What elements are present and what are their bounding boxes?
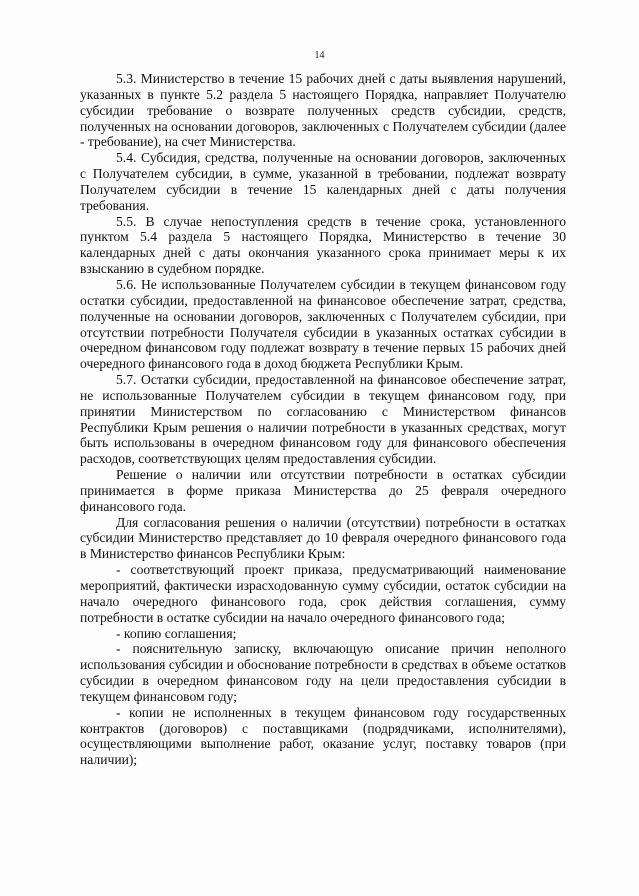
list-item-draft-order: - соответствующий проект приказа, предусматривающий наименование мероприятий, фактически израсходованную сумму субсидии, остаток субсидии на начало очередного финансового года, срок действия соглашения, сумму потребности в остатке субсидии на начало очередного финансового года; (80, 562, 566, 625)
paragraph-5-4: 5.4. Субсидия, средства, полученные на основании договоров, заключенных с Получателем субсидии, в сумме, указанной в требовании, подлежат возврату Получателем субсидии в течение 15 календарных дней с даты получения требования. (80, 150, 566, 213)
document-body (80, 71, 566, 768)
paragraph-5-6: 5.6. Не использованные Получателем субсидии в текущем финансовом году остатки субсидии, предоставленной на финансовое обеспечение затрат, средства, полученные на основании договоров, заключенных с Получателем субсидии, при отсутствии потребности Получателя субсидии в указанных остатках субсидии в очередном финансовом году подлежат возврату в течение первых 15 рабочих дней очередного финансового года в доход бюджета Республики Крым. (80, 276, 566, 372)
list-item-agreement-copy: - копию соглашения; (116, 625, 237, 641)
paragraph-5-7: 5.7. Остатки субсидии, предоставленной на финансовое обеспечение затрат, не использованные Получателем субсидии в текущем финансовом году, при принятии Министерством по согласованию с Министерством финансов Республики Крым решения о наличии потребности в указанных средствах, могут быть использованы в очередном финансовом году для финансового обеспечения расходов, соответствующих целям предоставления субсидии. (80, 372, 566, 467)
page-number: 14 (314, 50, 325, 61)
paragraph-decision: Решение о наличии или отсутствии потребности в остатках субсидии принимается в форме приказа Министерства до 25 февраля очередного финансового года. (80, 467, 566, 514)
paragraph-5-5: 5.5. В случае непоступления средств в течение срока, установленного пунктом 5.4 раздела 5 настоящего Порядка, Министерство в течение 30 календарных дней с даты окончания указанного срока принимает меры к их взысканию в судебном порядке. (80, 213, 566, 277)
paragraph-5-3: 5.3. Министерство в течение 15 рабочих дней с даты выявления нарушений, указанных в пункте 5.2 раздела 5 настоящего Порядка, направляет Получателю субсидии требование о возврате полученных средств субсидии, средств, полученных на основании договоров, заключенных с Получателем субсидии (далее - требование), на счет Министерства. (80, 71, 566, 150)
paragraph-approval: Для согласования решения о наличии (отсутствии) потребности в остатках субсидии Министерство представляет до 10 февраля очередного финансового года в Министерство финансов Республики Крым: (80, 514, 566, 562)
list-item-contract-copies: - копии не исполненных в текущем финансовом году государственных контрактов (договоров) с поставщиками (подрядчиками, исполнителями), осуществляющими выполнение работ, оказание услуг, поставку товаров (при наличии); (80, 704, 566, 768)
list-item-explanatory-note: - пояснительную записку, включающую описание причин неполного использования субсидии и обоснование потребности в средствах в объеме остатков субсидии в очередном финансовом году на цели предоставления субсидии в текущем финансовом году; (80, 641, 566, 704)
